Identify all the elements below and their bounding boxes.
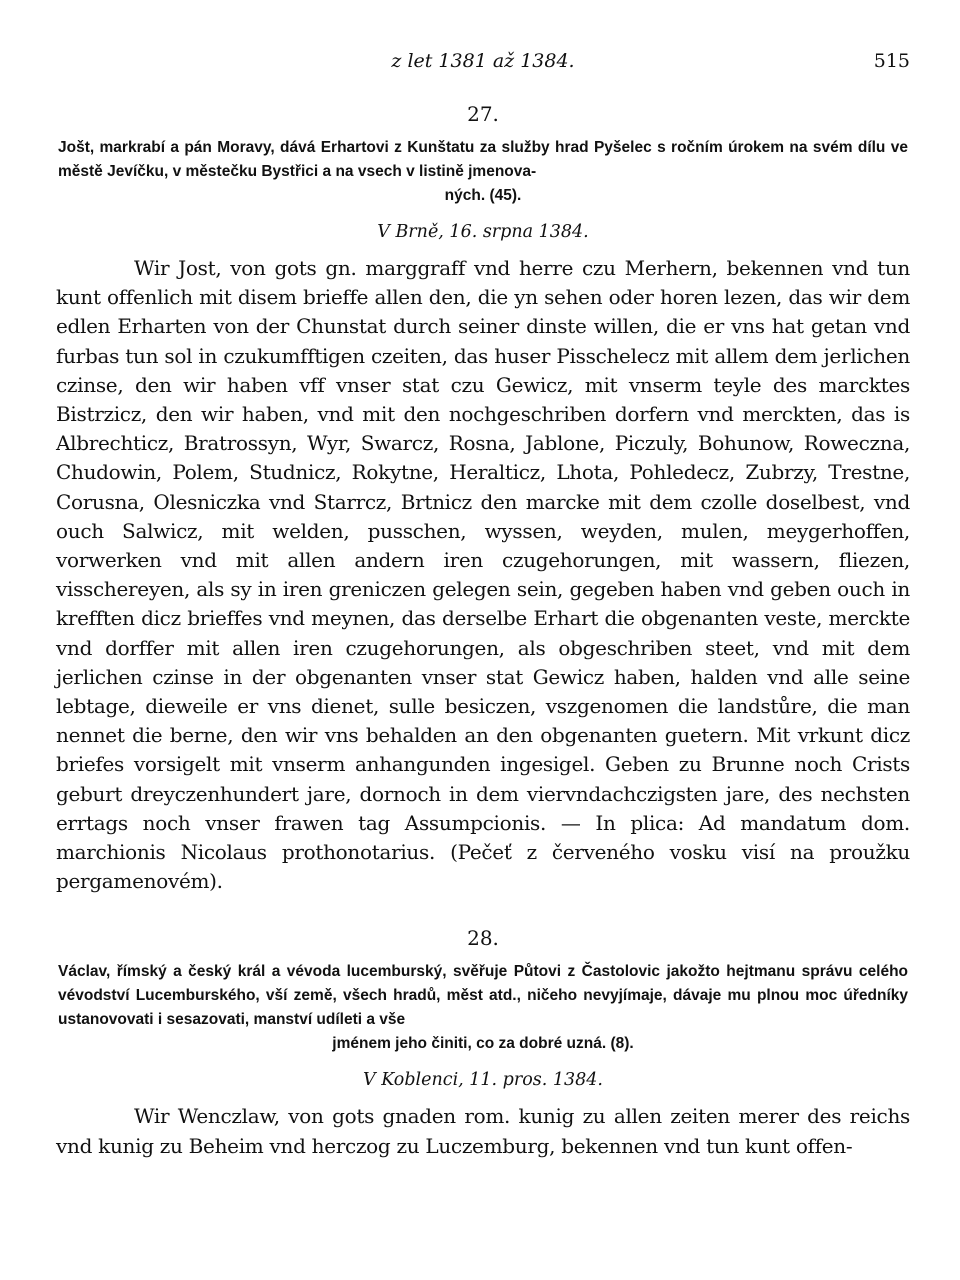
- document-number: 27.: [467, 102, 499, 126]
- document-page: [56, 50, 910, 1161]
- running-head: [56, 50, 910, 84]
- charter-text: Wir Wenczlaw, von gots gnaden rom. kunig zu allen zeiten merer des reichs vnd kunig zu Beheim vnd herczog zu Luczemburg, bekennen vnd tun kunt offen-: [56, 1104, 910, 1158]
- regest-text: Václav, římský a český král a vévoda lucemburský, svěřuje Půtovi z Častolovic jakožto hejtmanu správu celého vévodství Lucemburského, vší země, všech hradů, měst atd., ničeho nevyjímaje, dávaje mu plnou moc úředníky ustanovovati i sesazovati, manství udíleti a vše: [58, 963, 908, 1029]
- regest-summary: [56, 960, 910, 1056]
- place-date: V Koblenci, 11. pros. 1384.: [363, 1070, 603, 1091]
- place-date: V Brně, 16. srpna 1384.: [377, 222, 589, 242]
- document-entry-27: [56, 102, 910, 896]
- document-entry-28: [56, 926, 910, 1160]
- document-number: 28.: [467, 926, 499, 951]
- regest-summary: [56, 136, 910, 208]
- running-title: z let 1381 až 1384.: [391, 50, 575, 72]
- regest-text-end: jménem jeho činiti, co za dobré uzná. (8).: [332, 1035, 634, 1053]
- regest-text: Jošt, markrabí a pán Moravy, dává Erhartovi z Kunštatu za služby hrad Pyšelec s ročním úrokem na svém dílu ve městě Jevíčku, v městečku Bystřici a na vsech v listině jmenova-: [58, 139, 908, 180]
- charter-text: Wir Jost, von gots gn. marggraff vnd herre czu Merhern, bekennen vnd tun kunt offenlich mit disem brieffe allen den, die yn sehen oder horen lezen, das wir dem edlen Erharten von der Chunstat durch seiner dinste willen, die er vns hat getan vnd furbas tun sol in czukumfftigen czeiten, das huser Pisschelecz mit allem dem jerlichen czinse, den wir haben vff vnser stat czu Gewicz, mit vnserm teyle des marcktes Bistrzicz, den wir haben, vnd mit den nochgeschriben dorfern vnd merckten, das is Albrechticz, Bratrossyn, Wyr, Swarcz, Rosna, Jablone, Piczuly, Bohunow, Roweczna, Chudowin, Polem, Studnicz, Rokytne, Heralticz, Lhota, Pohledecz, Zubrzy, Trestne, Corusna, Olesniczka vnd Starrcz, Brtnicz den marcke mit dem czolle doselbest, vnd ouch Salwicz, mit welden, pusschen, wyssen, weyden, mulen, meygerhoffen, vorwerken vnd mit allen andern iren czugehorungen, mit wassern, fliezen, visschereyen, als sy in iren greniczen gelegen sein, gegeben haben vnd geben ouch in krefften dicz brieffes vnd meynen, das derselbe Erhart die obgenanten veste, merckte vnd dorffer mit allen iren czugehorungen, als obgeschriben steet, vnd mit dem jerlichen czinse in der obgenanten vnser stat Gewicz haben, halden vnd alle seine lebtage, dieweile er vns dienet, sulle besiczen, vszgenomen die landstůre, die man nennet die berne, den wir vns behalden an den obgenanten guetern. Mit vrkunt dicz briefes vorsigelt mit vnserm anhangunden ingesigel. Geben zu Brunne noch Crists geburt dreyczenhundert jare, dornoch in dem viervndachczigsten jare, des nechsten errtags noch vnser frawen tag Assumpcionis. — In plica: Ad mandatum dom. marchionis Nicolaus prothonotarius. (Pečeť z červeného vosku visí na proužku pergamenovém).: [56, 256, 910, 894]
- regest-text-end: ných. (45).: [444, 187, 522, 204]
- page-number: 515: [873, 50, 910, 72]
